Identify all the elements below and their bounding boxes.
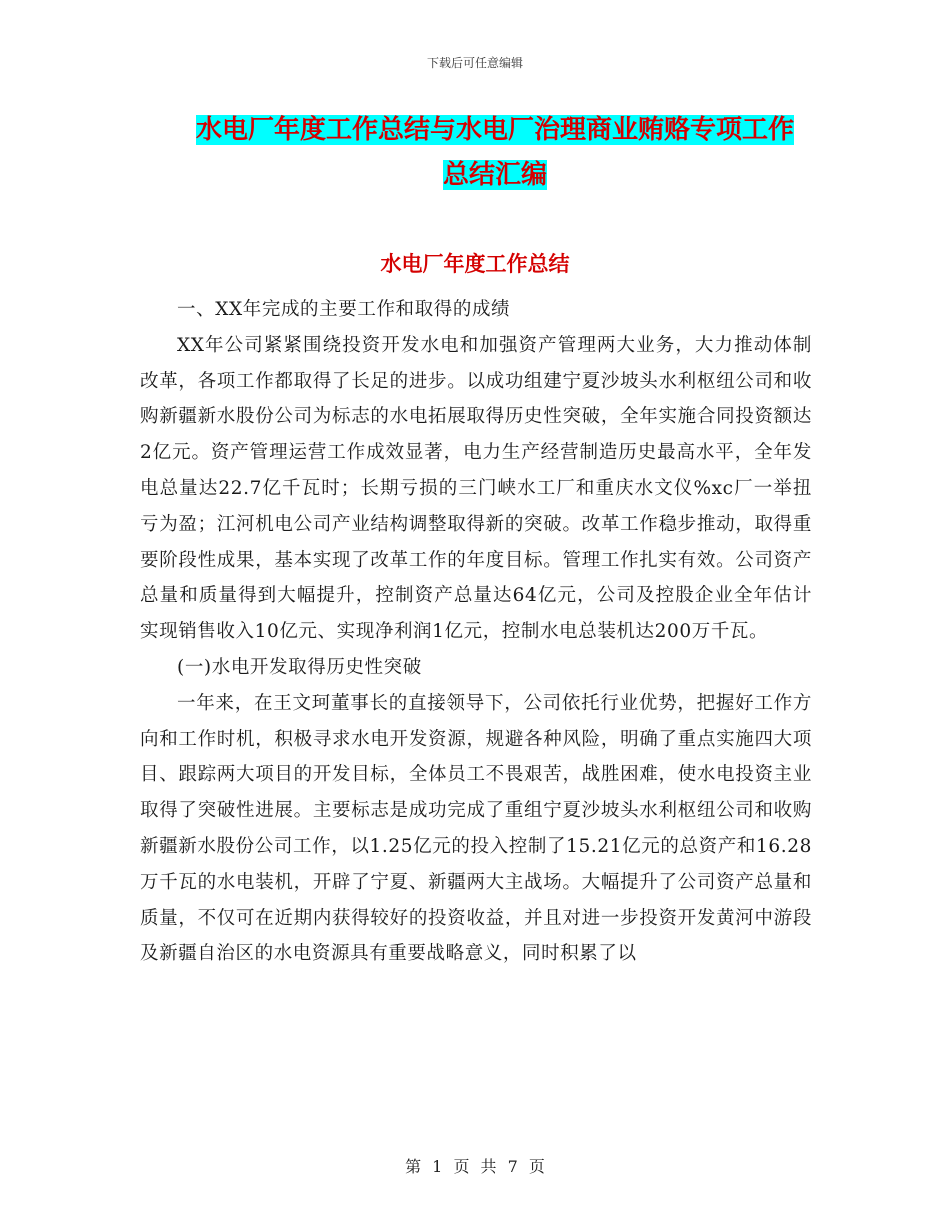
page-header-note: 下载后可任意编辑 [426,56,523,70]
paragraph: 一年来，在王文珂董事长的直接领导下，公司依托行业优势，把握好工作方向和工作时机，积极寻求水电开发资源，规避各种风险，明确了重点实施四大项目、跟踪两大项目的开发目标，全体员工不畏艰苦，战胜困难，使水电投资主业取得了突破性进展。主要标志是成功完成了重组宁夏沙坡头水利枢纽公司和收购新疆新水股份公司工作，以1.25亿元的投入控制了15.21亿元的总资产和16.28万千瓦的水电装机，开辟了宁夏、新疆两大主战场。大幅提升了公司资产总量和质量，不仅可在近期内获得较好的投资收益，并且对进一步投资开发黄河中游段及新疆自治区的水电资源具有重要战略意义，同时积累了以 [140,692,812,965]
document-title-line1: 水电厂年度工作总结与水电厂治理商业贿赂专项工作 [195,115,794,145]
paragraph: XX年公司紧紧围绕投资开发水电和加强资产管理两大业务，大力推动体制改革，各项工作都取得了长足的进步。以成功组建宁夏沙坡头水利枢纽公司和收购新疆新水股份公司为标志的水电拓展取得历史性突破，全年实施合同投资额达2亿元。资产管理运营工作成效显著，电力生产经营制造历史最高水平，全年发电总量达22.7亿千瓦时；长期亏损的三门峡水工厂和重庆水文仪%xc厂一举扭亏为盈；江河机电公司产业结构调整取得新的突破。改革工作稳步推动，取得重要阶段性成果，基本实现了改革工作的年度目标。管理工作扎实有效。公司资产总量和质量得到大幅提升，控制资产总量达64亿元，公司及控股企业全年估计实现销售收入10亿元、实现净利润1亿元，控制水电总装机达200万千瓦。 [140,334,812,643]
document-title [140,108,850,198]
paragraph-heading-2: (一)水电开发取得历史性突破 [177,656,422,678]
body-text [140,292,812,972]
document-title-line2: 总结汇编 [442,160,547,190]
paragraph-heading-1: 一、XX年完成的主要工作和取得的成绩 [177,299,511,320]
section-title: 水电厂年度工作总结 [380,252,570,276]
page-footer: 第 1 页 共 7 页 [405,1157,545,1176]
